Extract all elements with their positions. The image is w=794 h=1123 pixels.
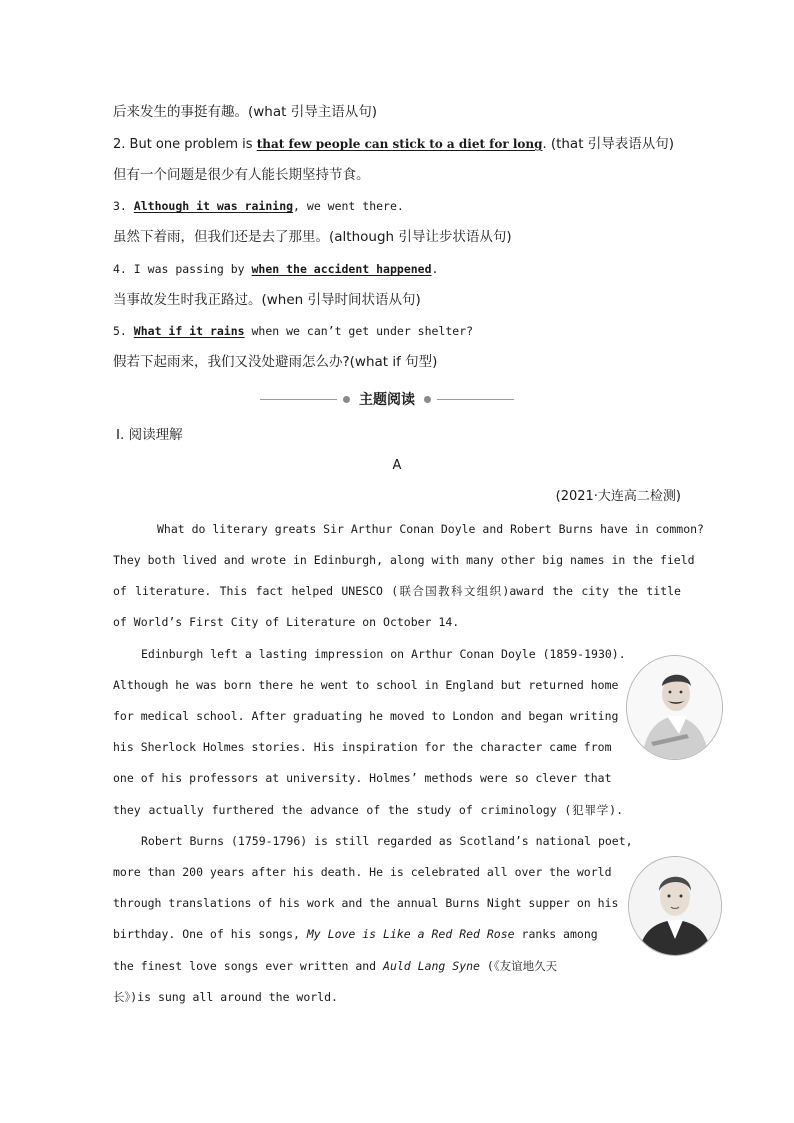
portrait-illustration-icon [629, 857, 721, 955]
passage-line: his Sherlock Holmes stories. His inspiration for the character came from [113, 740, 612, 754]
passage-line [113, 926, 681, 942]
text-run: ranks among [514, 927, 598, 941]
passage-line: they actually furthered the advance of the study of criminology (犯罪学). [113, 803, 623, 817]
conan-doyle-portrait [626, 655, 723, 760]
exercise-item-4 [113, 261, 681, 277]
passage-line: They both lived and wrote in Edinburgh, along with many other big names in the field [113, 553, 695, 567]
passage-line: Robert Burns (1759-1796) is still regarded as Scotland’s national poet, [141, 834, 633, 848]
answer-blank: that few people can stick to a diet for long [256, 137, 543, 151]
song-title: My Love is Like a Red Red Rose [306, 927, 515, 941]
sentence-pre: But one problem is [129, 137, 257, 152]
passage-line: of World’s First City of Literature on October 14. [113, 615, 460, 629]
translation-line: 假若下起雨来，我们又没处避雨怎么办?(what if 句型) [113, 354, 438, 370]
item-number: 3. [113, 199, 127, 213]
divider-rule-left [260, 399, 337, 400]
item-number: 4. [113, 262, 127, 276]
exercise-item-5 [113, 323, 681, 339]
divider-rule-right [437, 399, 514, 400]
passage-line [113, 958, 681, 974]
sentence-post: . [431, 262, 439, 276]
robert-burns-portrait [628, 856, 722, 956]
passage-line: through translations of his work and the annual Burns Night supper on his [113, 896, 619, 910]
passage-line: of literature. This fact helped UNESCO (联合国教科文组织)award the city the title [113, 584, 681, 598]
sentence-post: , we went there. [293, 199, 404, 213]
text-run: the finest love songs ever written and [113, 959, 384, 973]
exercise-item-3 [113, 198, 681, 214]
sentence-pre: I was passing by [133, 262, 252, 276]
passage-line: 长》)is sung all around the world. [113, 990, 338, 1004]
grammar-note: (that 引导表语从句) [550, 136, 675, 152]
passage-line: more than 200 years after his death. He is celebrated all over the world [113, 865, 612, 879]
portrait-illustration-icon [627, 656, 722, 759]
passage-line: one of his professors at university. Holmes’ methods were so clever that [113, 771, 612, 785]
passage-source: (2021·大连高二检测) [555, 489, 681, 504]
passage-line: for medical school. After graduating he moved to London and began writing [113, 709, 619, 723]
item-number: 5. [113, 324, 127, 338]
translation-line: 后来发生的事挺有趣。(what 引导主语从句) [113, 104, 377, 120]
section-divider [260, 389, 514, 409]
answer-blank: Although it was raining [133, 199, 294, 213]
passage-label: A [392, 458, 402, 473]
answer-blank: when the accident happened [251, 262, 432, 276]
text-run: birthday. One of his songs, [113, 927, 307, 941]
translation-line: 但有一个问题是很少有人能长期坚持节食。 [113, 167, 370, 183]
translation-line: 虽然下着雨，但我们还是去了那里。(although 引导让步状语从句) [113, 229, 512, 245]
section-title: 主题阅读 [359, 392, 415, 408]
exercise-item-2 [113, 136, 681, 153]
sentence-post: . [542, 137, 547, 152]
translation-line: 当事故发生时我正路过。(when 引导时间状语从句) [113, 292, 421, 308]
sentence-post: when we can’t get under shelter? [244, 324, 474, 338]
answer-blank: What if it rains [133, 324, 245, 338]
passage-line: What do literary greats Sir Arthur Conan Doyle and Robert Burns have in common? [157, 522, 704, 536]
divider-dot-icon [424, 396, 431, 403]
passage-line: Edinburgh left a lasting impression on Arthur Conan Doyle (1859-1930). [141, 647, 626, 661]
text-run: (《友谊地久天 [479, 959, 558, 973]
passage-line: Although he was born there he went to school in England but returned home [113, 678, 619, 692]
item-number: 2. [113, 137, 126, 152]
divider-dot-icon [343, 396, 350, 403]
song-title: Auld Lang Syne [383, 959, 480, 973]
part-heading: Ⅰ. 阅读理解 [116, 427, 183, 443]
